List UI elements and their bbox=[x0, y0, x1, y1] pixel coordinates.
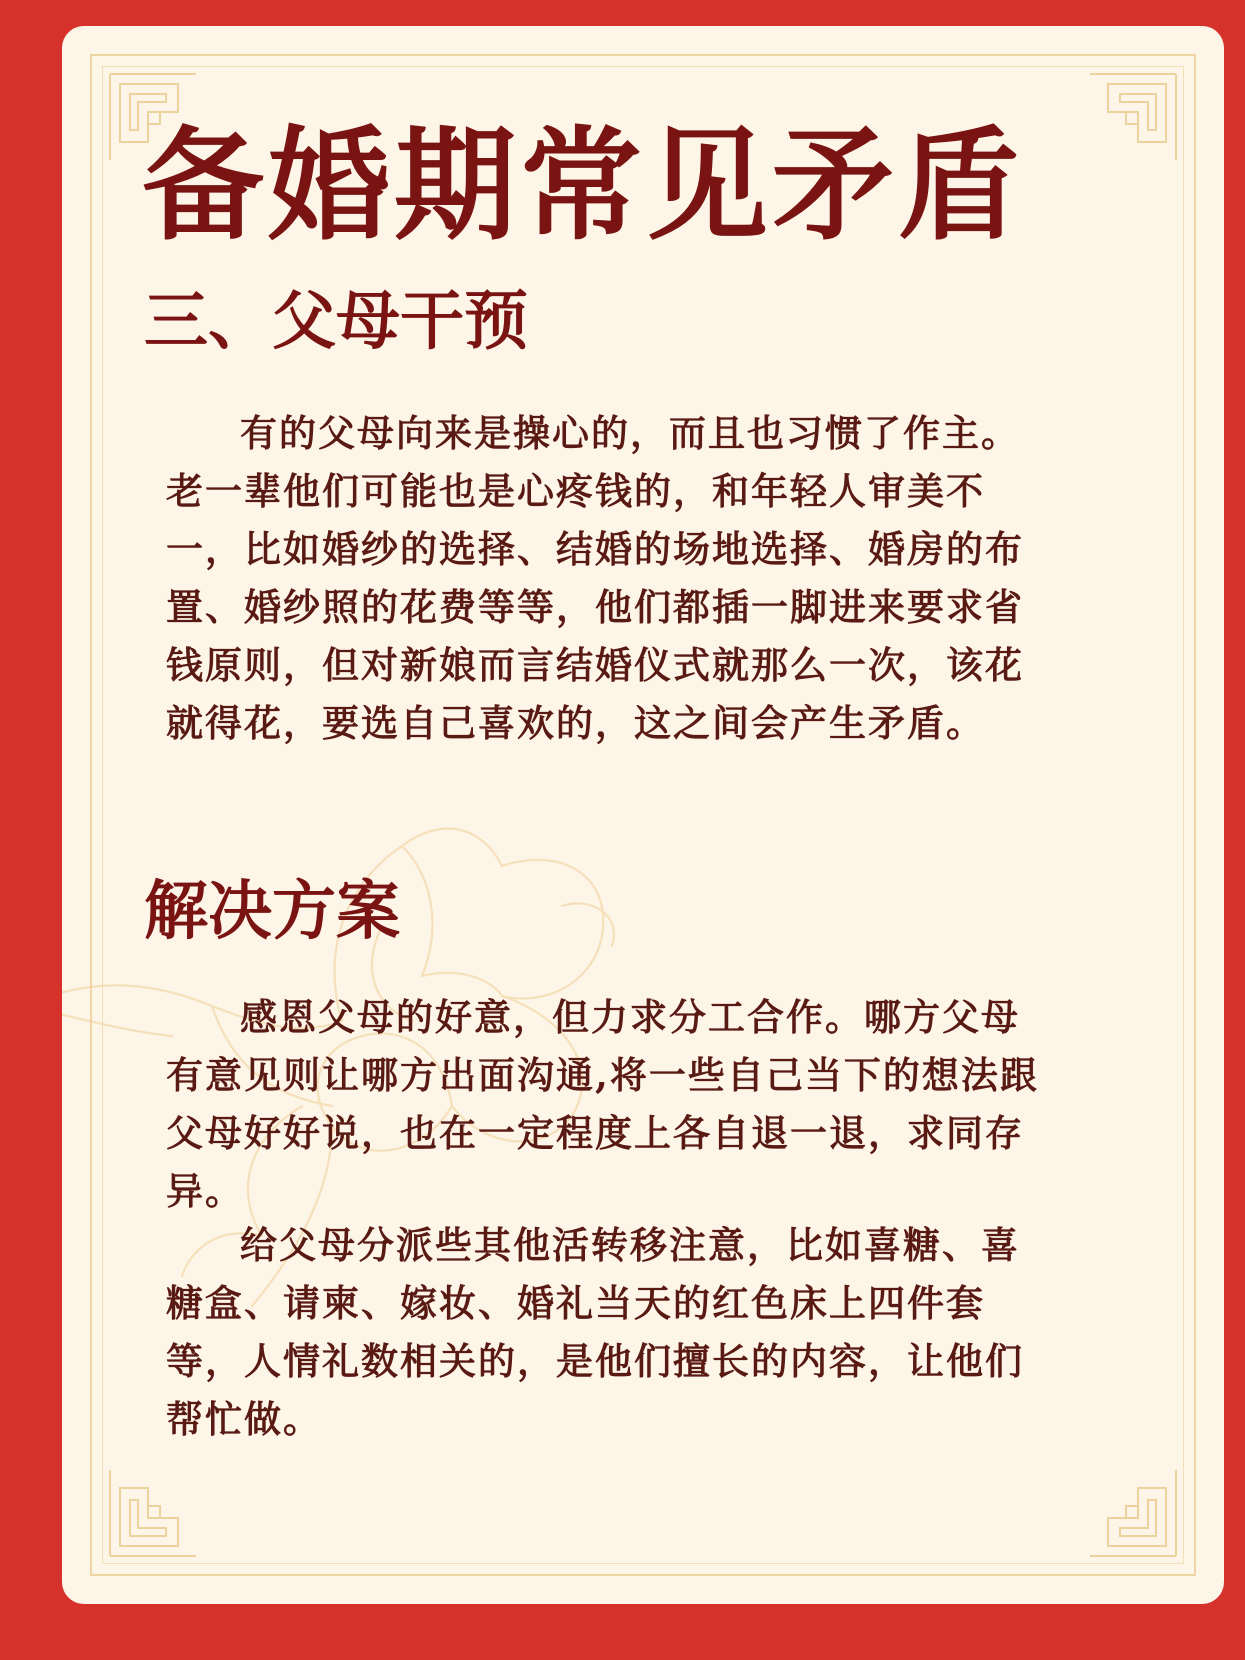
paragraph-solution-2: 给父母分派些其他活转移注意，比如喜糖、喜糖盒、请柬、嫁妆、婚礼当天的红色床上四件套等，人情礼数相关的，是他们擅长的内容，让他们帮忙做。 bbox=[166, 1223, 1024, 1441]
section-heading-solution: 解决方案 bbox=[144, 874, 400, 949]
paragraph-parent-intervention: 有的父母向来是操心的，而且也习惯了作主。老一辈他们可能也是心疼钱的，和年轻人审美不一，比如婚纱的选择、结婚的场地选择、婚房的布置、婚纱照的花费等等，他们都插一脚进来要求省钱原则，但对新娘而言结婚仪式就那么一次，该花就得花，要选自己喜欢的，这之间会产生矛盾。 bbox=[166, 411, 1024, 745]
page-title: 备婚期常见矛盾 bbox=[142, 113, 1024, 257]
paragraph-solution-1: 感恩父母的好意，但力求分工合作。哪方父母有意见则让哪方出面沟通,将一些自己当下的想法跟父母好好说，也在一定程度上各自退一退，求同存异。 bbox=[166, 995, 1039, 1213]
section-heading-parent-intervention: 三、父母干预 bbox=[144, 284, 528, 359]
content-card bbox=[62, 26, 1224, 1604]
